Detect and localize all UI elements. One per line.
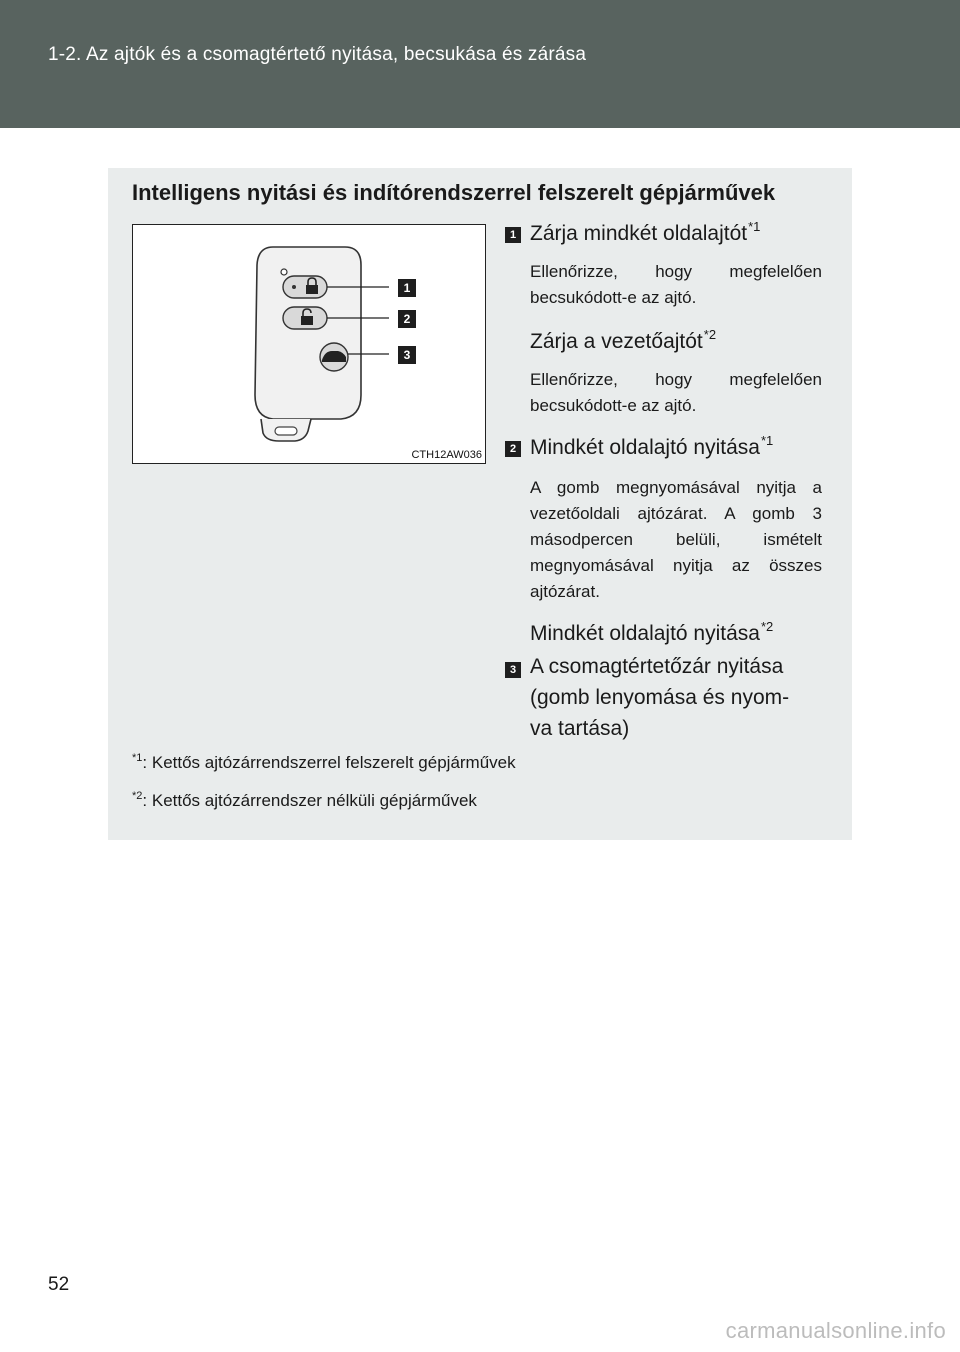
footnote: $^{*2}$: Kettős ajtózárrendszer nélküli gépjárművek bbox=[132, 790, 477, 810]
item-marker: 3 bbox=[505, 662, 521, 678]
figure-code: CTH12AW036 bbox=[411, 449, 482, 461]
item-marker: 1 bbox=[505, 227, 521, 243]
item-heading: Zárja mindkét oldalajtót$^{*1}$ bbox=[530, 219, 761, 245]
item-heading: Zárja a vezetőajtót$^{*2}$ bbox=[530, 327, 717, 353]
item-heading: Mindkét oldalajtó nyitása$^{*2}$ bbox=[530, 619, 774, 645]
lock-button bbox=[283, 276, 327, 298]
item-heading: (gomb lenyomása és nyom- bbox=[530, 686, 790, 709]
smart-key-illustration bbox=[133, 225, 485, 463]
panel-title: Intelligens nyitási és indítórendszerrel felszerelt gépjárművek bbox=[132, 180, 776, 205]
footnote: $^{*1}$: Kettős ajtózárrendszerrel felszerelt gépjárművek bbox=[132, 752, 516, 772]
item-body: Ellenőrizze, hogy megfelelően becsukódott-e az ajtó. bbox=[530, 262, 822, 307]
key-body bbox=[255, 247, 361, 419]
callout-marker: 2 bbox=[398, 310, 416, 328]
item-body: A gomb megnyomásával nyitja a vezetőoldali ajtózárat. A gomb 3 másodpercen belüli, ismételt megnyomásával nyitja az összes ajtózárat. bbox=[530, 478, 822, 601]
callout-marker: 1 bbox=[398, 279, 416, 297]
item-heading: Mindkét oldalajtó nyitása$^{*1}$ bbox=[530, 433, 774, 459]
section-title: 1-2. Az ajtók és a csomagtértető nyitása, becsukása és zárása bbox=[48, 44, 587, 65]
item-marker: 2 bbox=[505, 441, 521, 457]
item-heading: va tartása) bbox=[530, 717, 630, 740]
watermark: carmanualsonline.info bbox=[725, 1318, 946, 1343]
page-header bbox=[0, 0, 960, 128]
callout-marker: 3 bbox=[398, 346, 416, 364]
page-number: 52 bbox=[48, 1274, 70, 1295]
item-body: Ellenőrizze, hogy megfelelően becsukódott-e az ajtó. bbox=[530, 370, 822, 415]
key-figure bbox=[132, 224, 486, 464]
item-heading: A csomagtértetőzár nyitása bbox=[530, 655, 784, 678]
